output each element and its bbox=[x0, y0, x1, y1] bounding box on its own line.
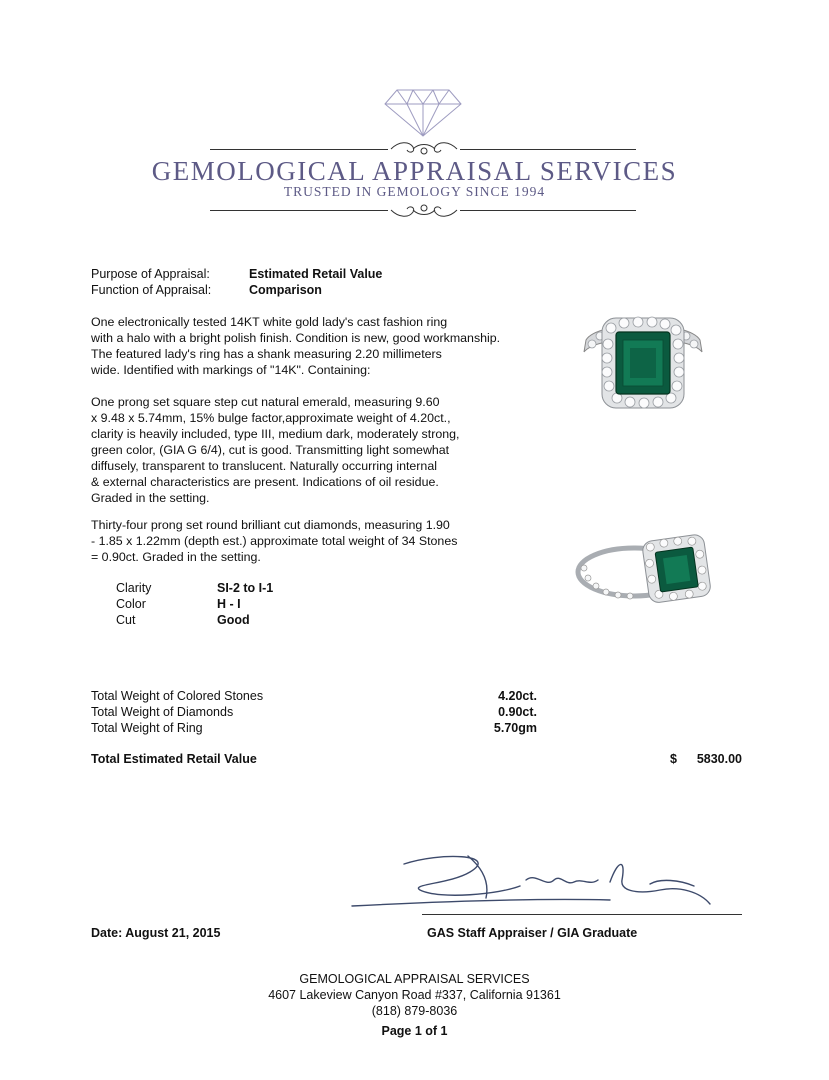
weight-label-ring: Total Weight of Ring bbox=[91, 721, 203, 735]
company-title: GEMOLOGICAL APPRAISAL SERVICES bbox=[151, 156, 678, 186]
footer-company: GEMOLOGICAL APPRAISAL SERVICES bbox=[299, 972, 530, 986]
grade-label-clarity: Clarity bbox=[116, 581, 152, 595]
text-line: = 0.90ct. Graded in the setting. bbox=[91, 550, 261, 564]
header-rule-top-right bbox=[460, 149, 636, 150]
header-rule-bottom-left bbox=[210, 210, 388, 211]
weight-value-colored-stones: 4.20ct. bbox=[498, 689, 537, 703]
text-line: The featured lady's ring has a shank measuring 2.20 millimeters bbox=[91, 347, 442, 361]
footer-phone: (818) 879-8036 bbox=[371, 1004, 458, 1018]
text-line: Thirty-four prong set round brilliant cut diamonds, measuring 1.90 bbox=[91, 518, 450, 532]
footer-address: 4607 Lakeview Canyon Road #337, California 91361 bbox=[268, 988, 561, 1002]
text-line: - 1.85 x 1.22mm (depth est.) approximate total weight of 34 Stones bbox=[91, 534, 458, 548]
diamond-icon bbox=[383, 88, 463, 138]
purpose-value: Estimated Retail Value bbox=[249, 267, 383, 281]
company-tagline: TRUSTED IN GEMOLOGY SINCE 1994 bbox=[283, 184, 546, 199]
appraiser-title: GAS Staff Appraiser / GIA Graduate bbox=[427, 926, 638, 940]
weight-label-diamonds: Total Weight of Diamonds bbox=[91, 705, 234, 719]
ring-description bbox=[91, 314, 561, 378]
header-rule-top-left bbox=[210, 149, 388, 150]
text-line: clarity is heavily included, type III, medium dark, moderately strong, bbox=[91, 427, 460, 441]
text-line: diffusely, transparent to translucent. Naturally occurring internal bbox=[91, 459, 437, 473]
grade-value-cut: Good bbox=[217, 613, 250, 627]
ring-photo-top bbox=[578, 300, 708, 420]
emerald-description bbox=[91, 394, 561, 506]
ring-photo-side bbox=[574, 522, 714, 622]
diamond-description bbox=[91, 517, 561, 565]
header-rule-bottom-right bbox=[460, 210, 636, 211]
text-line: with a halo with a bright polish finish. Condition is new, good workmanship. bbox=[91, 331, 501, 345]
grade-label-cut: Cut bbox=[116, 613, 136, 627]
grade-value-color: H - I bbox=[217, 597, 241, 611]
grade-label-color: Color bbox=[116, 597, 146, 611]
signature-line bbox=[422, 914, 742, 915]
appraiser-signature bbox=[350, 850, 720, 912]
text-line: Graded in the setting. bbox=[91, 491, 210, 505]
function-label: Function of Appraisal: bbox=[91, 283, 212, 297]
function-value: Comparison bbox=[249, 283, 322, 297]
signature-date: Date: August 21, 2015 bbox=[91, 926, 221, 940]
grade-value-clarity: SI-2 to I-1 bbox=[217, 581, 274, 595]
text-line: & external characteristics are present. Indications of oil residue. bbox=[91, 475, 439, 489]
text-line: green color, (GIA G 6/4), cut is good. Transmitting light somewhat bbox=[91, 443, 450, 457]
page-number: Page 1 of 1 bbox=[381, 1024, 448, 1038]
total-label: Total Estimated Retail Value bbox=[91, 752, 257, 766]
total-currency: $ bbox=[670, 752, 677, 766]
flourish-ornament-bottom bbox=[389, 200, 459, 220]
text-line: One electronically tested 14KT white gold lady's cast fashion ring bbox=[91, 315, 448, 329]
text-line: x 9.48 x 5.74mm, 15% bulge factor,approximate weight of 4.20ct., bbox=[91, 411, 451, 425]
total-value: 5830.00 bbox=[696, 752, 742, 766]
logo bbox=[383, 88, 463, 138]
weight-value-ring: 5.70gm bbox=[493, 721, 537, 735]
text-line: wide. Identified with markings of "14K". Containing: bbox=[91, 363, 371, 377]
text-line: One prong set square step cut natural emerald, measuring 9.60 bbox=[91, 395, 440, 409]
weight-value-diamonds: 0.90ct. bbox=[498, 705, 537, 719]
weight-label-colored-stones: Total Weight of Colored Stones bbox=[91, 689, 264, 703]
purpose-label: Purpose of Appraisal: bbox=[91, 267, 210, 281]
